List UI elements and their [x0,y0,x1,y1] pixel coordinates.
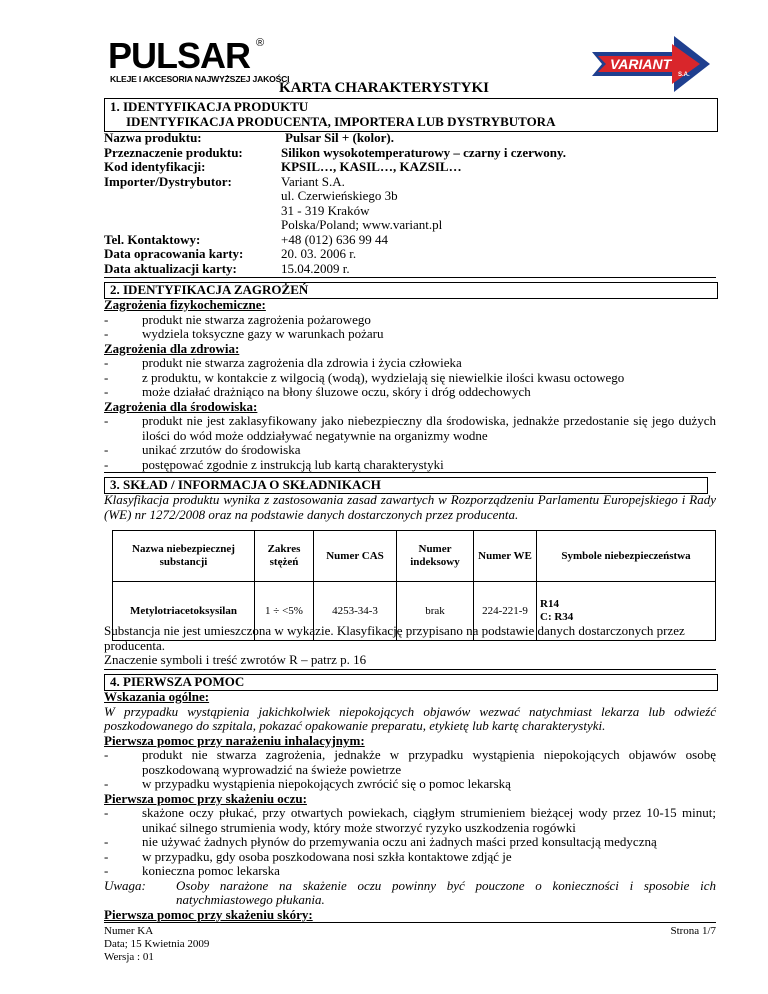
cell-concentration: 1 ÷ <5% [255,582,314,641]
footer-version: Wersja : 01 [104,951,154,963]
col-concentration: Zakres stężeń [255,531,314,582]
value-updated: 15.04.2009 r. [281,260,350,276]
cell-index: brak [397,582,474,641]
product-identification [104,131,716,276]
table-header-row [113,531,716,582]
section-1-heading: 1. IDENTYFIKACJA PRODUKTU [110,99,309,114]
col-substance-name: Nazwa niebezpiecznej substancji [113,531,255,582]
section-divider [104,277,716,278]
first-aid-eye-note [104,879,716,908]
value-phone: +48 (012) 636 99 44 [281,231,388,247]
first-aid-skin-heading: Pierwsza pomoc przy skażeniu skóry: [104,906,313,922]
list-item: - nie używać żadnych płynów do przemywania oczu ani żadnych maści przed konsultacją medyczną [104,834,657,849]
value-created: 20. 03. 2006 r. [281,246,357,261]
list-item: - w przypadku wystąpienia niepokojących zwrócić się o pomoc lekarską [104,776,511,791]
label-product-name: Nazwa produktu: [104,130,202,145]
col-we: Numer WE [474,531,537,582]
document-title: KARTA CHARAKTERYSTYKI [279,80,489,96]
note-text: Osoby narażone na skażenie oczu powinny być pouczone o konieczności i sposobie ich natychmiastowego płukania. [176,877,716,907]
composition-note-ref: Znaczenie symboli i treść zwrotów R – patrz p. 16 [104,652,367,667]
label-code: Kod identyfikacji: [104,159,206,174]
cell-cas: 4253-34-3 [314,582,397,641]
value-address-line-4: Polska/Poland; www.variant.pl [281,217,443,232]
value-address-line-3: 31 - 319 Kraków [281,202,370,218]
cell-we: 224-221-9 [474,582,537,641]
section-3-heading: 3. SKŁAD / INFORMACJA O SKŁADNIKACH [110,477,381,492]
symbol-c-r34: C: R34 [540,611,574,623]
pulsar-tagline: KLEJE I AKCESORIA NAJWYŻSZEJ JAKOŚCI [110,74,290,84]
value-code: KPSIL…, KASIL…, KAZSIL… [281,159,462,174]
first-aid-eye-heading: Pierwsza pomoc przy skażeniu oczu: [104,790,307,806]
hazards-environment-heading: Zagrożenia dla środowiska: [104,398,258,414]
list-item: - wydziela toksyczne gazy w warunkach pożaru [104,326,384,341]
list-item: - produkt nie jest zaklasyfikowany jako niebezpieczny dla środowiska, jednakże przedostanie się jego dużych ilości do wód może oddziaływać negatywnie na organizmy wodne [104,413,716,443]
section-2-heading: 2. IDENTYFIKACJA ZAGROŻEŃ [110,282,309,297]
label-updated: Data aktualizacji karty: [104,260,237,276]
section-4-heading: 4. PIERWSZA POMOC [110,674,245,689]
list-item: - unikać zrzutów do środowiska [104,442,301,457]
variant-logo-suffix: S.A. [678,72,690,78]
list-item: - produkt nie stwarza zagrożenia dla zdrowia i życia człowieka [104,355,462,370]
label-created: Data opracowania karty: [104,246,244,261]
composition-note: Substancja nie jest umieszczona w wykazie. Klasyfikację przypisano na podstawie danych dostarczonych przez producenta. [104,623,685,653]
note-label: Uwaga: [104,877,146,893]
col-symbols: Symbole niebezpieczeństwa [537,531,716,582]
section-divider [104,669,716,670]
value-purpose: Silikon wysokotemperaturowy – czarny i czerwony. [281,144,567,160]
section-1-subheading: IDENTYFIKACJA PRODUCENTA, IMPORTERA LUB DYSTRYBUTORA [126,114,556,129]
footer-divider [104,922,716,923]
symbol-r14: R14 [540,598,559,610]
list-item: - konieczna pomoc lekarska [104,863,280,878]
label-phone: Tel. Kontaktowy: [104,231,201,247]
footer-doc-number: Numer KA [104,925,154,937]
first-aid-inhalation-heading: Pierwsza pomoc przy narażeniu inhalacyjnym: [104,732,365,748]
section-divider [104,472,716,473]
registered-mark: ® [256,37,265,49]
first-aid-section [104,690,716,922]
list-item: - z produktu, w kontakcie z wilgocią (wodą), wydzielają się niewielkie ilości kwasu octowego [104,369,625,385]
variant-logo-word: VARIANT [610,56,672,72]
cell-substance-name: Metylotriacetoksysilan [113,582,255,641]
composition-intro: Klasyfikacja produktu wynika z zastosowania zasad zawartych w Rozporządzeniu Parlamentu Europejskiego i Rady (WE) nr 1272/2008 oraz na podstawie danych dostarczonych przez producenta. [104,492,716,522]
label-purpose: Przeznaczenie produktu: [104,144,243,160]
hazards-physchem-heading: Zagrożenia fizykochemiczne: [104,297,266,312]
label-importer: Importer/Dystrybutor: [104,173,232,189]
list-item: - produkt nie stwarza zagrożenia, jednakże w przypadku wystąpienia niepokojących objawów osobę poszkodowaną wyprowadzić na świeże powietrze [104,747,716,777]
footer-meta [104,925,209,964]
value-address-line-2: ul. Czerwieńskiego 3b [281,188,398,203]
col-index: Numer indeksowy [397,531,474,582]
col-cas: Numer CAS [314,531,397,582]
footer-page-number: Strona 1/7 [670,925,716,937]
first-aid-general-heading: Wskazania ogólne: [104,689,210,704]
first-aid-general-text: W przypadku wystąpienia jakichkolwiek niepokojących objawów wezwać natychmiast lekarza lub odwieźć poszkodowanego do szpitala, pokazać opakowanie preparatu, etykietę lub kartę charakterystyki. [104,703,716,733]
list-item: - w przypadku, gdy osoba poszkodowana nosi szkła kontaktowe zdjąć je [104,848,512,864]
footer-date: Data; 15 Kwietnia 2009 [104,938,210,950]
hazards-health-heading: Zagrożenia dla zdrowia: [104,340,240,356]
value-address-line-1: Variant S.A. [281,173,345,189]
list-item: - może działać drażniąco na błony śluzowe oczu, skóry i dróg oddechowych [104,384,531,399]
list-item: - produkt nie stwarza zagrożenia pożarowego [104,311,371,327]
list-item: - postępować zgodnie z instrukcją lub kartą charakterystyki [104,456,444,472]
value-product-name: Pulsar Sil + (kolor). [285,130,395,145]
list-item: - skażone oczy płukać, przy otwartych powiekach, ciągłym strumieniem bieżącej wody przez 10-15 minut; unikać silnego strumienia wody, który może stworzyć ryzyko uszkodzenia rogówki [104,805,716,835]
pulsar-logo-word: PULSAR [108,35,251,76]
hazards-section [104,298,716,472]
